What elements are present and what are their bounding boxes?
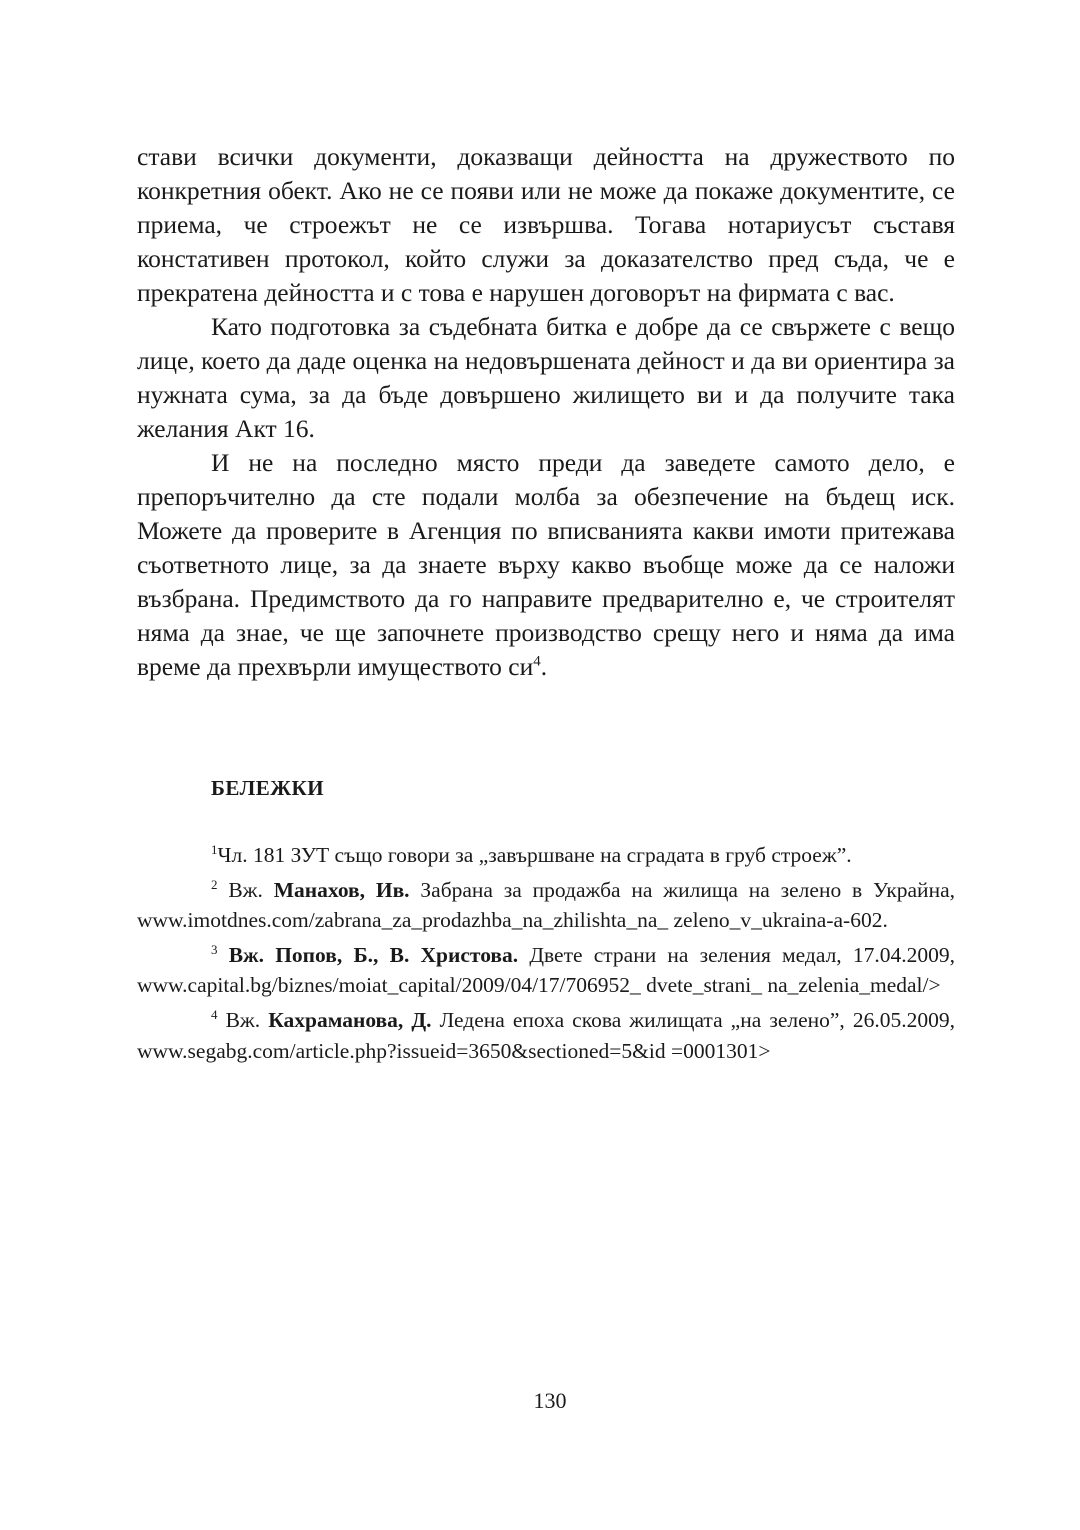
note-text: Ледена епоха скова жилищата „на зелено”, 26.05.2009, www.segabg.com/article.php?issueid=3650&sectioned=5&id =0001301> xyxy=(137,1008,955,1063)
note-text: Двете страни на зеления медал, 17.04.2009, www.capital.bg/biznes/moiat_capital/2009/04/17/706952_ dvete_strani_ na_zelenia_medal/> xyxy=(137,943,955,998)
note-author: Вж. Попов, Б., В. Христова. xyxy=(228,943,519,968)
page-number: 130 xyxy=(533,1388,567,1413)
note-author: Манахов, Ив. xyxy=(273,878,410,903)
paragraph-3-tail: . xyxy=(540,652,548,681)
paragraph-3-text: И не на последно място преди да заведете самото дело, е препоръчително да сте подали молба за обезпечение на бъдещ иск. Можете да проверите в Агенция по вписванията какви имоти притежава съответното лице, за да знаете върху какво въобще може да се наложи възбрана. Предимството да го направите предварително е, че строителят няма да знае, че ще започнете производство срещу него и няма да има време да прехвърли имуществото си xyxy=(137,448,955,681)
notes-title: БЕЛЕЖКИ xyxy=(211,776,325,800)
note-number: 4 xyxy=(211,1007,218,1023)
note-text: Забрана за продажба на жилища на зелено в Украйна, www.imotdnes.com/zabrana_za_prodazhba_na_zhilishta_na_ zeleno_v_ukraina-a-602. xyxy=(137,878,955,933)
body-text xyxy=(137,140,955,684)
note-prefix: Вж. xyxy=(228,878,274,903)
note-2 xyxy=(137,870,955,935)
page-content xyxy=(137,140,955,1066)
note-number: 3 xyxy=(211,942,218,958)
notes-list xyxy=(137,835,955,1066)
note-prefix: Вж. xyxy=(225,1008,269,1033)
paragraph-3 xyxy=(137,446,955,684)
footnote-ref-4[interactable]: 4 xyxy=(533,653,541,670)
paragraph-1: стави всички документи, доказващи дейността на дружеството по конкретния обект. Ако не се появи или не може да покаже документите, се приема, че строежът не се извършва. Тогава нотариусът съставя констативен протокол, който служи за доказателство пред съда, че е прекратена дейността и с това е нарушен договорът на фирмата с вас. xyxy=(137,142,955,307)
note-4 xyxy=(137,1000,955,1065)
paragraph-2: Като подготовка за съдебната битка е добре да се свържете с вещо лице, което да даде оценка на недовършената дейност и да ви ориентира за нужната сума, за да бъде довършено жилището ви и да получите така желания Акт 16. xyxy=(137,312,955,443)
note-text: Чл. 181 ЗУТ също говори за „завършване на сградата в груб строеж”. xyxy=(217,843,852,868)
note-author: Кахраманова, Д. xyxy=(268,1008,432,1033)
note-number: 2 xyxy=(211,877,218,893)
note-1 xyxy=(137,835,955,870)
note-3 xyxy=(137,935,955,1000)
note-number: 1 xyxy=(211,842,218,857)
